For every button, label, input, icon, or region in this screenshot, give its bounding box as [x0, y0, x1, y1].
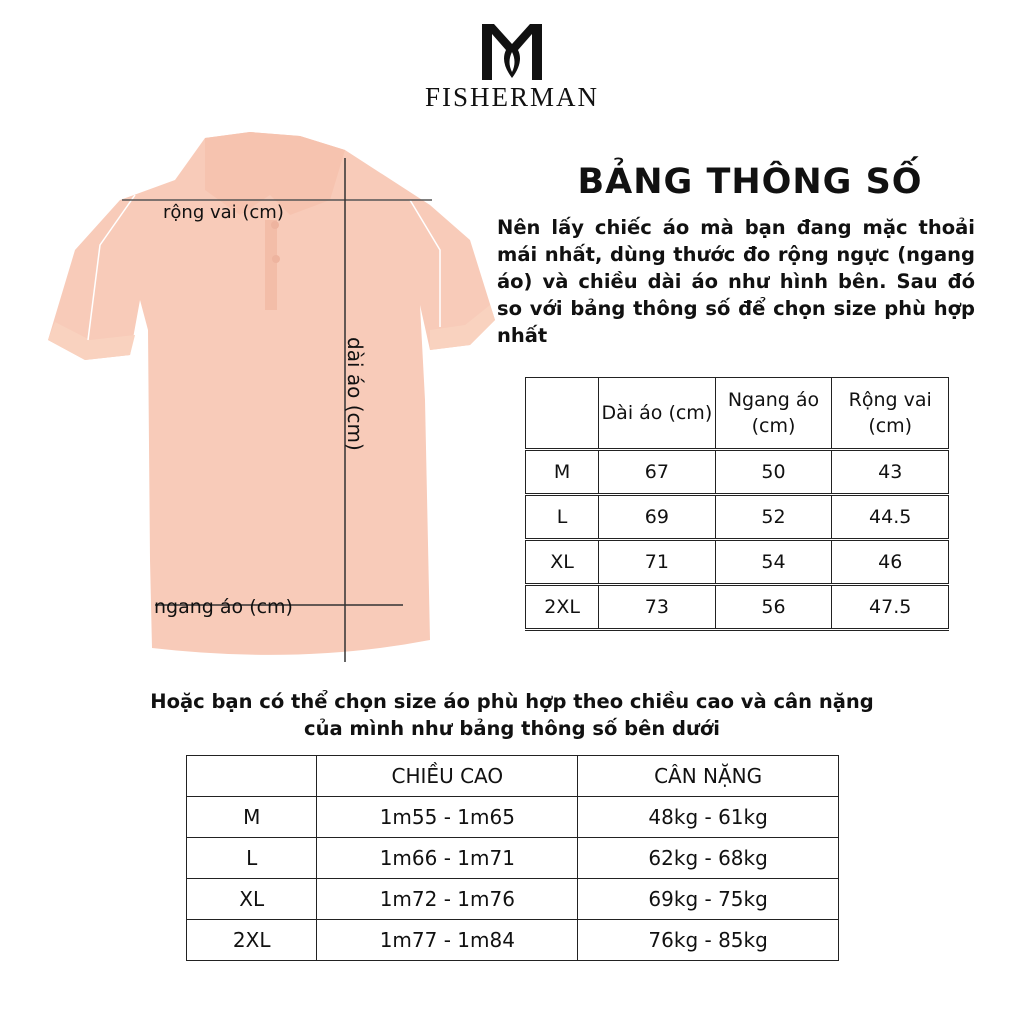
- table-row: [526, 450, 949, 495]
- table-row: [187, 797, 839, 838]
- size-cell: XL: [187, 879, 317, 920]
- table-cell: 1m72 - 1m76: [317, 879, 578, 920]
- table-cell: 50: [715, 450, 832, 495]
- table-row: [526, 495, 949, 540]
- table-row: [526, 540, 949, 585]
- table-cell: 52: [715, 495, 832, 540]
- table-header-cell: [526, 378, 599, 450]
- table-cell: 71: [599, 540, 715, 585]
- table-cell: 44.5: [832, 495, 949, 540]
- table-header-cell: Ngang áo (cm): [715, 378, 832, 450]
- table-header-cell: Rộng vai (cm): [832, 378, 949, 450]
- table-row: [187, 879, 839, 920]
- size-cell: 2XL: [526, 585, 599, 630]
- table-header-cell: CÂN NẶNG: [578, 756, 839, 797]
- height-weight-table: [186, 755, 839, 961]
- table-cell: 1m66 - 1m71: [317, 838, 578, 879]
- shirt-length-label: dài áo (cm): [343, 337, 367, 451]
- table-cell: 54: [715, 540, 832, 585]
- table-cell: 1m77 - 1m84: [317, 920, 578, 961]
- table-cell: 43: [832, 450, 949, 495]
- table-header-cell: CHIỀU CAO: [317, 756, 578, 797]
- table-cell: 47.5: [832, 585, 949, 630]
- size-cell: L: [187, 838, 317, 879]
- size-cell: M: [526, 450, 599, 495]
- table-header-cell: [187, 756, 317, 797]
- size-cell: L: [526, 495, 599, 540]
- table-row: [187, 838, 839, 879]
- page-title: BẢNG THÔNG SỐ: [577, 162, 923, 202]
- brand-name: FISHERMAN: [424, 82, 600, 112]
- table-cell: 56: [715, 585, 832, 630]
- chest-width-label: ngang áo (cm): [154, 596, 293, 618]
- table-header-row: [526, 378, 949, 450]
- table-cell: 48kg - 61kg: [578, 797, 839, 838]
- intro-text: Nên lấy chiếc áo mà bạn đang mặc thoải mái nhất, dùng thước đo rộng ngực (ngang áo) và chiều dài áo như hình bên. Sau đó so với bảng thông số để chọn size phù hợp nhất: [497, 216, 975, 347]
- table-header-cell: Dài áo (cm): [599, 378, 715, 450]
- table-row: [526, 585, 949, 630]
- table-cell: 73: [599, 585, 715, 630]
- shoulder-width-label: rộng vai (cm): [163, 202, 284, 223]
- subtitle-text: Hoặc bạn có thể chọn size áo phù hợp theo chiều cao và cân nặng của mình như bảng thông số bên dưới: [150, 690, 874, 740]
- table-header-row: [187, 756, 839, 797]
- size-cell: 2XL: [187, 920, 317, 961]
- table-cell: 69: [599, 495, 715, 540]
- table-cell: 1m55 - 1m65: [317, 797, 578, 838]
- table-cell: 46: [832, 540, 949, 585]
- table-cell: 69kg - 75kg: [578, 879, 839, 920]
- measurement-table: [525, 377, 949, 631]
- table-cell: 62kg - 68kg: [578, 838, 839, 879]
- table-cell: 76kg - 85kg: [578, 920, 839, 961]
- size-cell: M: [187, 797, 317, 838]
- brand-logo-icon: [480, 22, 544, 82]
- size-cell: XL: [526, 540, 599, 585]
- table-row: [187, 920, 839, 961]
- table-cell: 67: [599, 450, 715, 495]
